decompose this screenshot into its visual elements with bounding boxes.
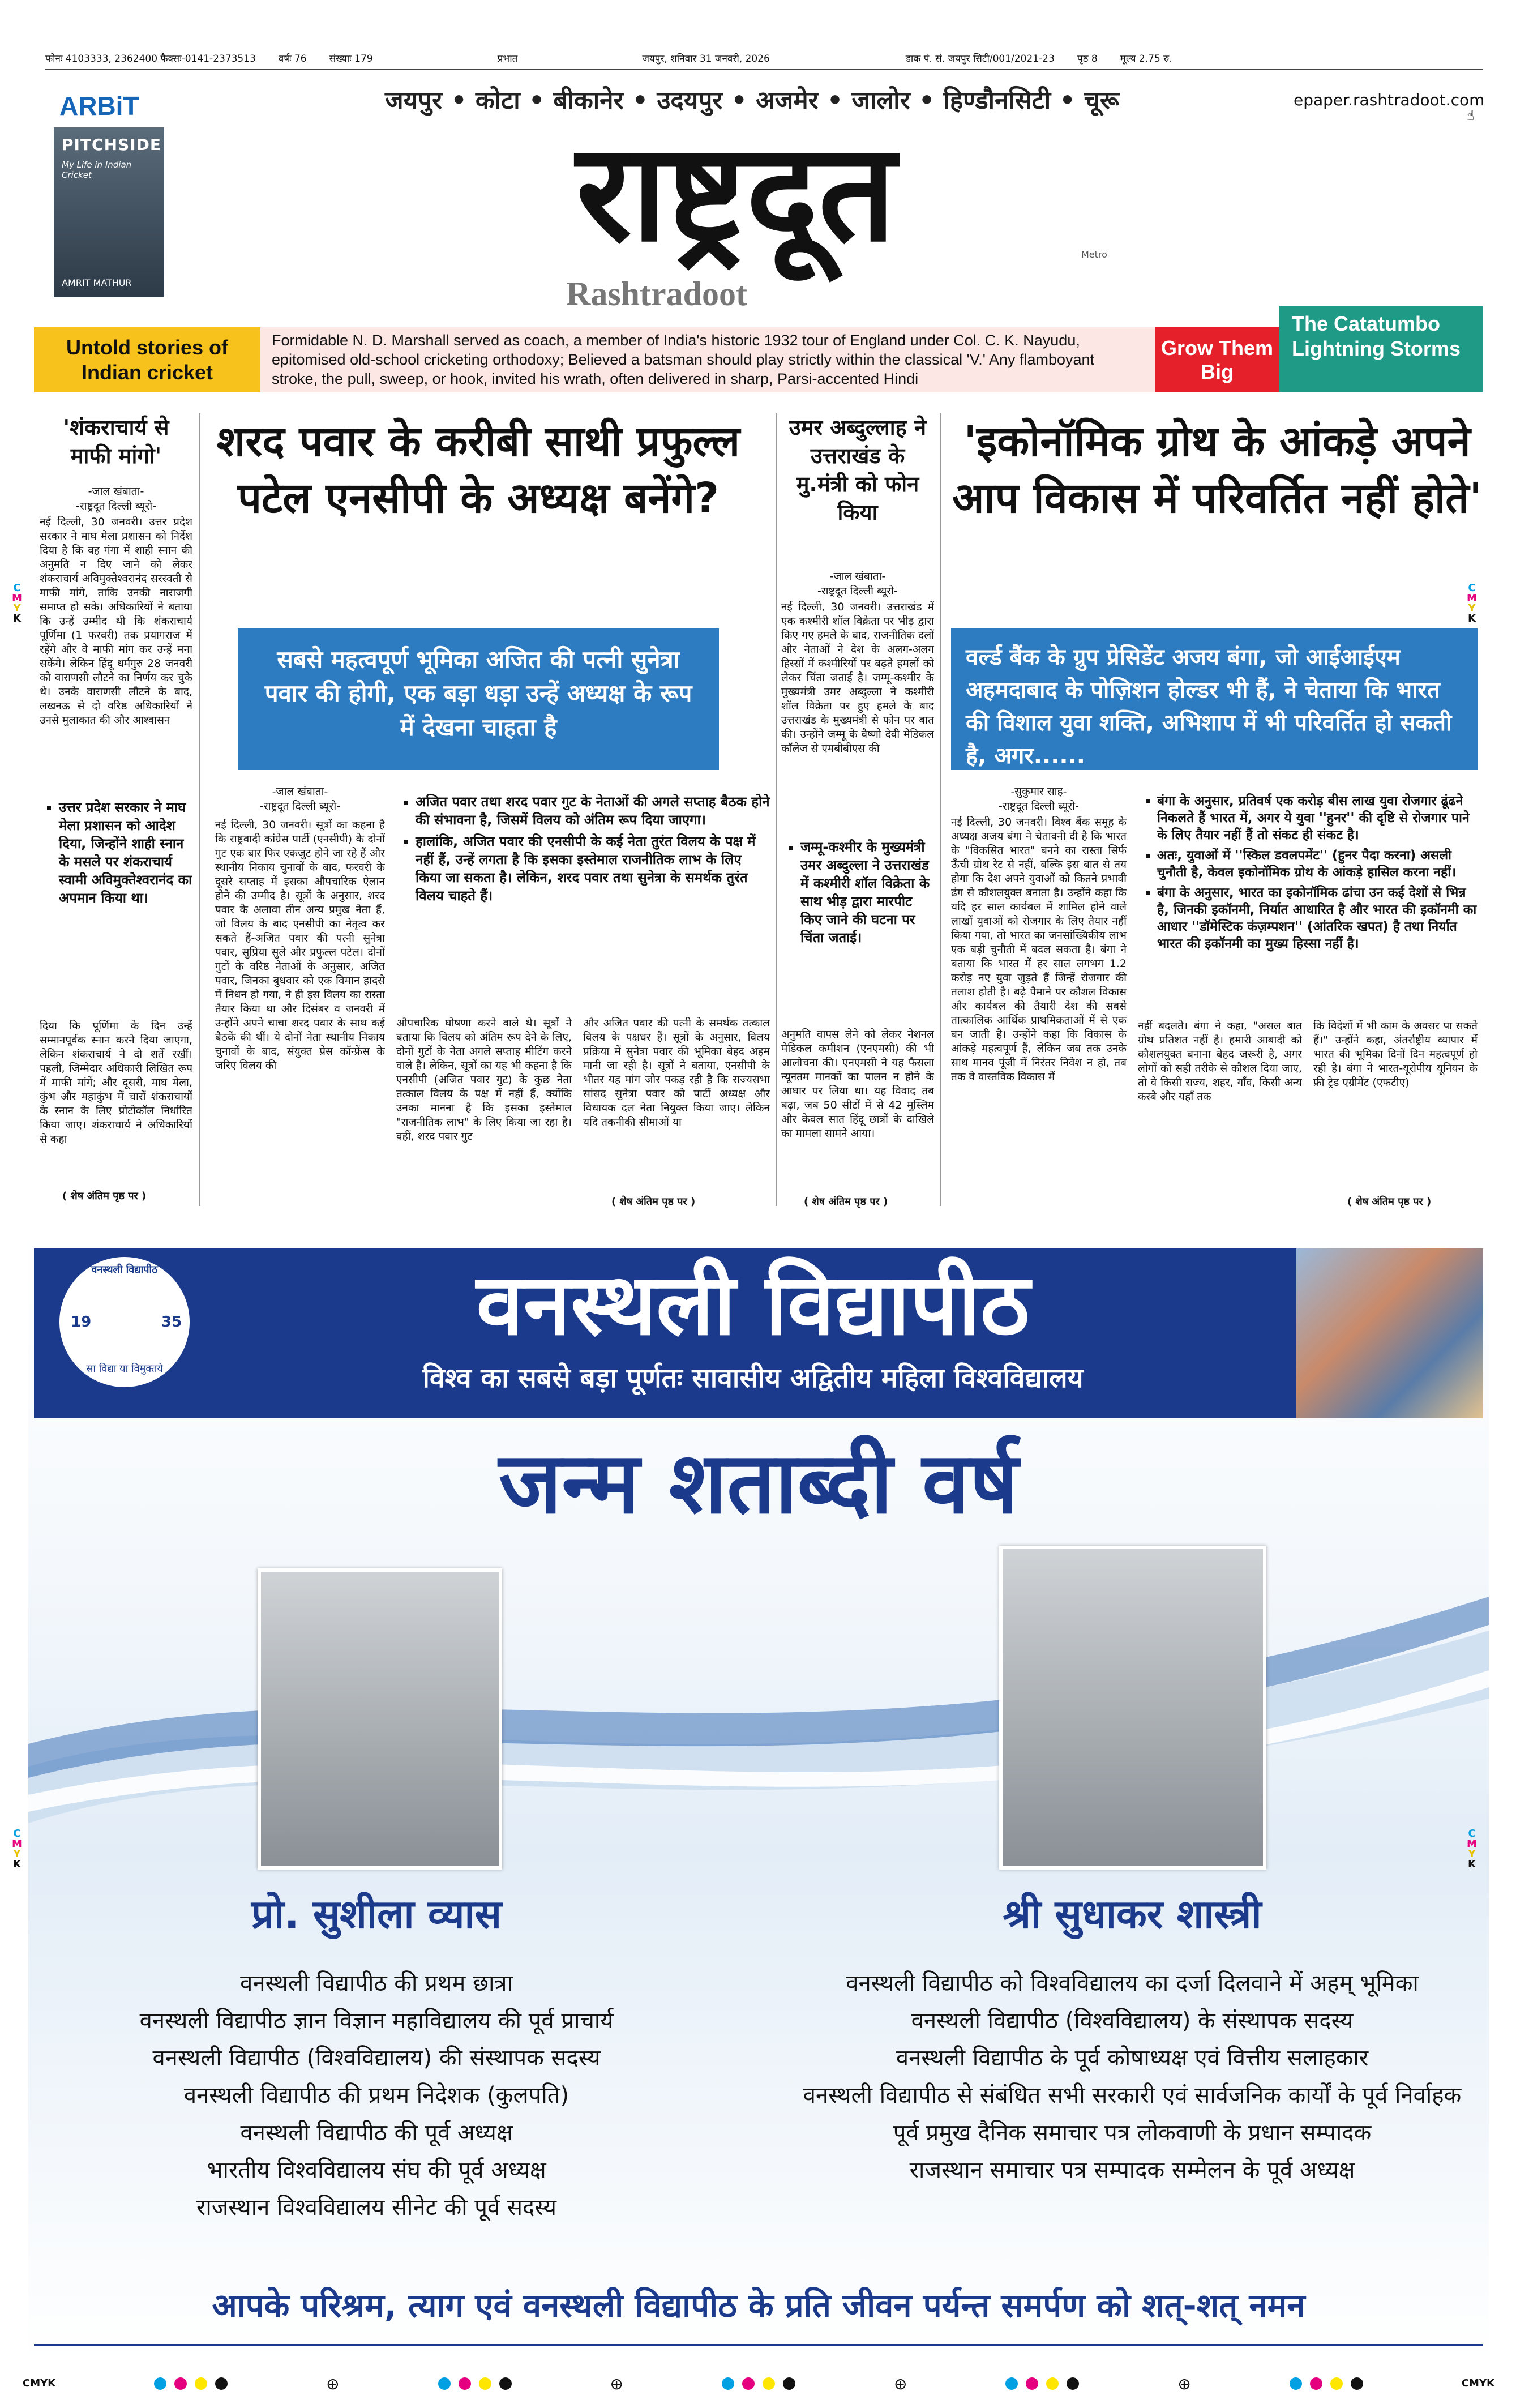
role-line: वनस्थली विद्यापीठ ज्ञान विज्ञान महाविद्यालय की पूर्व प्राचार्य [139, 2008, 614, 2034]
promo-excerpt: Formidable N. D. Marshall served as coach, a member of India's historic 1932 tour of England under Col. C. K. Nayudu, epitomised old-school cricketing orthodoxy; Believed a batsman should play strictly within the classical 'V.' Any flamboyant stroke, the pull, sweep, or hook, invited his wrath, often delivered in sharp, Parsi-accented Hindi [260, 327, 1155, 392]
cmyk-k: K [1468, 613, 1476, 625]
contact-phone: फोनः 4103333, 2362400 फैक्सः-0141-2373513 [45, 53, 256, 65]
cmyk-y: Y [1468, 1848, 1476, 1860]
cmyk-marker-right-lower [1466, 1829, 1478, 1870]
role-line: वनस्थली विद्यापीठ के पूर्व कोषाध्यक्ष एवं वित्तीय सलाहकार [896, 2045, 1369, 2071]
yellow-dot [195, 2377, 207, 2390]
pawar-headline: शरद पवार के करीबी साथी प्रफुल्ल पटेल एनसीपी के अध्यक्ष बनेंगे? [216, 417, 740, 523]
registration-strip [23, 2372, 1494, 2395]
banga-column-3: कि विदेशों में भी काम के अवसर पा सकते हैं।" उन्होंने कहा, अंतर्राष्ट्रीय व्यापार में भारत की भूमिका दिनों दिन महत्वपूर्ण हो रही है। बंगा ने भारत-यूरोपीय यूनियन के फ्री ट्रेड एग्रीमेंट (एफटीए) [1313, 1020, 1478, 1089]
color-bar [154, 2377, 228, 2390]
shankaracharya-body-1: नई दिल्ली, 30 जनवरी। उत्तर प्रदेश सरकार ने माघ मेला प्रशासन को निर्देश दिया है कि वह गंगा में शाही स्नान की अनुमति न दिए जाने को लेकर शंकराचार्य अविमुक्तेश्वरानंद सरस्वती से माफी मांगे, ताकि उनकी नाराजगी समाप्त हो सके। अधिकारियों ने बताया कि उन्हें उम्मीद थी कि शंकराचार्य पूर्णिमा (1 फरवरी) तक प्रयागराज में रहेंगे और वे माफी मांग कर उन्हें मना सकेंगे। लेकिन हिंदू धर्मगुरु 28 जनवरी को वाराणसी लौटने का निर्णय कर चुके थे। उनके वाराणसी लौटने के बाद, लखनऊ से दो वरिष्ठ अधिकारियों ने उनसे मुलाकात की और आश्वासन [40, 516, 192, 726]
omar-headline: उमर अब्दुल्लाह ने उत्तराखंड के मु.मंत्री को फोन किया [789, 415, 927, 525]
grow-them-big-promo[interactable]: Grow Them Big [1155, 327, 1279, 392]
byline-bureau: -राष्ट्रदूत दिल्ली ब्यूरो- [817, 585, 898, 597]
roman-logo: Rashtradoot [566, 275, 748, 313]
cmyk-k: K [1468, 1858, 1476, 1870]
cyan-dot [722, 2377, 734, 2390]
promo-caption: Untold stories of Indian cricket [34, 327, 260, 392]
registration-mark-icon: ⊕ [326, 2374, 340, 2393]
keypoint-item: ▪ हालांकि, अजित पवार की एनसीपी के कई नेता तुरंत विलय के पक्ष में नहीं हैं, उन्हें लगता है कि इसका इस्तेमाल राजनीतिक लाभ के लिए किया जा सकता है। लेकिन, शरद पवार तथा सुनेत्रा के समर्थक तुरंत विलय चाहते हैं। [416, 832, 770, 905]
newspaper-logo: राष्ट्रदूत [576, 113, 896, 272]
registration-mark-icon: ⊕ [610, 2374, 623, 2393]
postal-registration: डाक पं. सं. जयपुर सिटी/001/2021-23 [905, 53, 1055, 65]
shankaracharya-body-2: दिया कि पूर्णिमा के दिन उन्हें सम्मानपूर्वक स्नान करने दिया जाएगा, लेकिन शंकराचार्य ने दो शर्तें रखीं। पहली, जिम्मेदार अधिकारी लिखित रूप में माफी मांगें; और दूसरी, माघ मेला, कुंभ और महाकुंभ में चारों शंकराचार्यों के स्नान के लिए प्रोटोकॉल निर्धारित किया जाए। शंकराचार्य ने अधिकारियों से कहा [40, 1020, 192, 1145]
banga-column-1: नई दिल्ली, 30 जनवरी। विश्व बैंक समूह के अध्यक्ष अजय बंगा ने चेतावनी दी है कि भारत के "विकसित भारत" बनने का रास्ता सिर्फ ऊँची ग्रोथ रेट से नहीं, बल्कि इस बात से तय होगा कि देश अपने युवाओं को कितने प्रभावी ढंग से कौशलयुक्त बनाता है। उन्होंने कहा कि यदि हर साल कार्यबल में शामिल होने वाले लाखों युवाओं को रोजगार के लिए तैयार नहीं किया गया, तो भारत का जनसांख्यिकीय लाभ एक बड़ी चुनौती में बदल सकता है। बंगा ने बताया कि भारत में हर साल लगभग 1.2 करोड़ नए युवा जुड़ते हैं जिन्हें रोजगार की तलाश होती है। बढ़े पैमाने पर कौशल विकास और कार्यबल की तैयारी देश की सबसे तात्कालिक आर्थिक प्राथमिकताओं में से एक बन जाती है। उन्होंने कहा कि विकास के आंकड़े महत्वपूर्ण हैं, लेकिन जब तक उनके साथ मानव पूंजी में निरंतर निवेश न हो, तब तक वे वास्तविक विकास में [951, 816, 1127, 1083]
magenta-dot [742, 2377, 755, 2390]
role-line: वनस्थली विद्यापीठ की प्रथम छात्रा [240, 1970, 513, 1996]
book-title: PITCHSIDE [62, 135, 161, 154]
keypoint-item: ▪ उत्तर प्रदेश सरकार ने माघ मेला प्रशासन को आदेश दिया, जिन्होंने शाही स्नान के मसले पर शंकराचार्य स्वामी अविमुक्तेश्वरानंद का अपमान किया था। [59, 798, 192, 907]
cmyk-label-right: CMYK [1461, 2377, 1494, 2389]
role-line: वनस्थली विद्यापीठ (विश्वविद्यालय) की संस्थापक सदस्य [152, 2045, 601, 2071]
ad-bottom-rule [34, 2344, 1483, 2346]
keypoint-item: ▪ अतः, युवाओं में ''स्किल डवलपमेंट'' (हुनर पैदा करना) असली चुनौती है, केवल इकोनॉमिक ग्रोथ के आंकड़े हासिल करना नहीं। [1157, 847, 1478, 881]
cmyk-k: K [13, 1858, 21, 1870]
shankaracharya-headline: 'शंकराचार्य से माफी मांगो' [63, 415, 169, 468]
pawar-byline [215, 784, 385, 814]
yellow-dot [763, 2377, 775, 2390]
color-bar [1005, 2377, 1079, 2390]
black-dot [499, 2377, 512, 2390]
column-rule [940, 413, 941, 1206]
banga-deck: वर्ल्ड बैंक के ग्रुप प्रेसिडेंट अजय बंगा, जो आईआईएम अहमदाबाद के पोज़िशन होल्डर भी हैं, ने चेताया कि भारत की विशाल युवा शक्ति, अभिशाप में भी परिवर्तित हो सकती है, अगर...... [951, 628, 1478, 770]
book-author: AMRIT MATHUR [62, 277, 132, 288]
cyan-dot [1290, 2377, 1302, 2390]
color-bar [722, 2377, 795, 2390]
edition-label: प्रभात [497, 53, 518, 65]
cmyk-label-left: CMYK [23, 2377, 56, 2389]
cmyk-marker-left-lower [11, 1829, 23, 1870]
arbit-brand: ARBiT [59, 91, 139, 121]
catatumbo-promo[interactable]: The Catatumbo Lightning Storms [1279, 306, 1483, 392]
portrait-sushila-vyas [258, 1568, 502, 1870]
edition-cities: जयपुर • कोटा • बीकानेर • उदयपुर • अजमेर • जालोर • हिण्डौनसिटी • चूरू [385, 86, 1120, 115]
keypoint-item: ▪ जम्मू-कश्मीर के मुख्यमंत्री उमर अब्दुल्ला ने उत्तराखंड में कश्मीरी शॉल विक्रेता के साथ भीड़ द्वारा मारपीट किए जाने की घटना पर चिंता जताई। [800, 838, 934, 947]
magenta-dot [1310, 2377, 1322, 2390]
role-line: वनस्थली विद्यापीठ की प्रथम निदेशक (कुलपति) [183, 2082, 569, 2108]
cmyk-marker-left [11, 583, 23, 624]
yellow-dot [1330, 2377, 1343, 2390]
pointer-cursor-icon: ☝ [1466, 108, 1475, 123]
decorative-swoosh [28, 1529, 1489, 1868]
cyan-dot [154, 2377, 166, 2390]
black-dot [783, 2377, 795, 2390]
banga-byline [951, 784, 1127, 814]
column-rule [776, 413, 777, 1206]
role-line: वनस्थली विद्यापीठ को विश्वविद्यालय का दर्जा दिलवाने में अहम् भूमिका [846, 1970, 1419, 1996]
omar-continued: ( शेष अंतिम पृष्ठ पर ) [804, 1196, 888, 1208]
banga-headline: 'इकोनॉमिक ग्रोथ के आंकड़े अपने आप विकास में परिवर्तित नहीं होते' [952, 417, 1482, 523]
cmyk-y: Y [13, 602, 21, 614]
yellow-dot [479, 2377, 491, 2390]
person-name-sudhakar-shastri: श्री सुधाकर शास्त्री [1003, 1891, 1262, 1937]
ad-subtitle: विश्व का सबसे बड़ा पूर्णतः सावासीय अद्वितीय महिला विश्वविद्यालय [422, 1362, 1084, 1394]
magenta-dot [459, 2377, 471, 2390]
seal-year-left: 19 [71, 1314, 92, 1331]
color-bar [438, 2377, 512, 2390]
cyan-dot [438, 2377, 451, 2390]
portrait-sudhakar-shastri [999, 1546, 1266, 1870]
cmyk-c: C [13, 582, 21, 594]
shankaracharya-keypoint [40, 798, 192, 1013]
seal-year-right: 35 [161, 1314, 182, 1331]
cmyk-m: M [12, 1838, 22, 1850]
pawar-column-3: और अजित पवार की पत्नी के समर्थक तत्काल विलय के पक्षधर हैं। सूत्रों के अनुसार, विलय प्रक्रिया में सुनेत्रा पवार की भूमिका बेहद अहम मानी जा रही है। सूत्रों ने बताया, एनसीपी के भीतर यह मांग जोर पकड़ रही है कि राज्यसभा सांसद सुनेत्रा पवार को पार्टी अध्यक्ष और विधायक दल नेता नियुक्त किया जाए। लेकिन यदि तकनीकी सीमाओं या [583, 1017, 770, 1128]
cmyk-k: K [13, 613, 21, 625]
byline-author: -जाल खंबाता- [272, 785, 328, 798]
omar-keypoint [781, 838, 934, 1025]
cmyk-y: Y [13, 1848, 21, 1860]
cmyk-y: Y [1468, 602, 1476, 614]
byline-bureau: -राष्ट्रदूत दिल्ली ब्यूरो- [999, 800, 1079, 812]
role-line: भारतीय विश्वविद्यालय संघ की पूर्व अध्यक्ष [207, 2157, 546, 2183]
yellow-dot [1046, 2377, 1059, 2390]
omar-body-2: अनुमति वापस लेने को लेकर नेशनल मेडिकल कमीशन (एनएमसी) की भी आलोचना की। एनएमसी ने यह फैसला न्यूनतम मानकों का पालन न होने के आधार पर लिया था। यह विवाद तब बढ़ा, जब 50 सीटों में से 42 मुस्लिम और केवल सात हिंदू छात्रों के दाखिले का मामला सामने आया। [781, 1028, 934, 1140]
magenta-dot [174, 2377, 187, 2390]
book-cover [54, 127, 164, 297]
shankaracharya-continued: ( शेष अंतिम पृष्ठ पर ) [62, 1190, 147, 1202]
role-line: पूर्व प्रमुख दैनिक समाचार पत्र लोकवाणी के प्रधान सम्पादक [893, 2120, 1372, 2146]
pawar-continued: ( शेष अंतिम पृष्ठ पर ) [611, 1196, 696, 1208]
metro-label: Metro [1081, 249, 1107, 260]
black-dot [1067, 2377, 1079, 2390]
roles-sushila-vyas [102, 1965, 651, 2226]
banga-continued: ( शेष अंतिम पृष्ठ पर ) [1347, 1196, 1432, 1208]
seal-motto: सा विद्या या विमुक्तये [86, 1363, 163, 1375]
cmyk-m: M [1467, 592, 1477, 604]
role-line: वनस्थली विद्यापीठ (विश्वविद्यालय) के संस्थापक सदस्य [911, 2008, 1354, 2034]
color-bar [1290, 2377, 1363, 2390]
registration-mark-icon: ⊕ [1177, 2374, 1191, 2393]
role-line: वनस्थली विद्यापीठ से संबंधित सभी सरकारी एवं सार्वजनिक कार्यों के पूर्व निर्वाहक [803, 2082, 1462, 2108]
magenta-dot [1026, 2377, 1038, 2390]
role-line: राजस्थान विश्वविद्यालय सीनेट की पूर्व सदस्य [196, 2195, 556, 2221]
role-line: राजस्थान समाचार पत्र सम्पादक सम्मेलन के पूर्व अध्यक्ष [909, 2157, 1355, 2183]
black-dot [1351, 2377, 1363, 2390]
book-subtitle: My Life in Indian Cricket [62, 160, 132, 180]
page-number: पृष्ठ 8 [1077, 53, 1098, 65]
cyan-dot [1005, 2377, 1018, 2390]
byline-author: -जाल खंबाता- [829, 570, 886, 583]
byline-bureau: -राष्ट्रदूत दिल्ली ब्यूरो- [76, 500, 156, 512]
byline-bureau: -राष्ट्रदूत दिल्ली ब्यूरो- [260, 800, 340, 812]
keypoint-item: ▪ बंगा के अनुसार, प्रतिवर्ष एक करोड़ बीस लाख युवा रोजगार ढूंढने निकलते हैं भारत में, अगर ये युवा ''हुनर'' की दृष्टि से रोजगार पाने के लिए तैयार नहीं हैं तो संकट ही संकट है। [1157, 793, 1478, 844]
omar-byline [781, 569, 934, 598]
epaper-link[interactable]: epaper.rashtradoot.com [1294, 91, 1485, 109]
seal-title: वनस्थली विद्यापीठ [91, 1264, 158, 1276]
column-rule [199, 413, 200, 1206]
cmyk-c: C [13, 1828, 21, 1840]
cmyk-marker-right [1466, 583, 1478, 624]
volume-year: वर्षः 76 [278, 53, 307, 65]
tribute-line: आपके परिश्रम, त्याग एवं वनस्थली विद्यापीठ के प्रति जीवन पर्यन्त समर्पण को शत्-शत् नमन [212, 2286, 1305, 2325]
pawar-keypoints [396, 793, 770, 1013]
banga-column-2: नहीं बदलते। बंगा ने कहा, "असल बात ग्रोथ प्रतिशत नहीं है। हमारी आबादी को कौशलयुक्त बनाना बेहद जरूरी है, अगर लोगों को सही तरीके से कौशल दिया जाए, तो वे किसी राज्य, शहर, गाँव, किसी अन्य कस्बे और यहाँ तक [1138, 1020, 1302, 1103]
top-info-strip [45, 46, 1483, 70]
cmyk-m: M [1467, 1838, 1477, 1850]
cmyk-c: C [1468, 1828, 1476, 1840]
ad-title: वनस्थली विद्यापीठ [476, 1256, 1030, 1354]
cmyk-c: C [1468, 582, 1476, 594]
pawar-column-2: औपचारिक घोषणा करने वाले थे। सूत्रों ने बताया कि विलय को अंतिम रूप देने के लिए, दोनों गुटों के नेता अगले सप्ताह मीटिंग करने वाले हैं। लेकिन, सूत्रों का यह भी कहना है कि एनसीपी (अजित पवार गुट) के कुछ नेता तत्काल विलय के पक्ष में नहीं हैं, क्योंकि उनका मानना है कि इसका इस्तेमाल "राजनीतिक लाभ" के लिए किया जा रहा है। वहीं, शरद पवार गुट [396, 1017, 572, 1143]
keypoint-item: ▪ बंगा के अनुसार, भारत का इकोनॉमिक ढांचा उन कई देशों से भिन्न है, जिनकी इकॉनमी, निर्यात आधारित है और भारत की इकॉनमी का आधार ''डॉमेस्टिक कंज़म्पशन'' (आंतरिक खपत) है तथा निर्यात भारत की इकॉनमी का मुख्य हिस्सा नहीं है। [1157, 884, 1478, 952]
issue-number: संख्याः 179 [329, 53, 373, 65]
registration-mark-icon: ⊕ [893, 2374, 907, 2393]
pawar-deck: सबसे महत्वपूर्ण भूमिका अजित की पत्नी सुनेत्रा पवार की होगी, एक बड़ा धड़ा उन्हें अध्यक्ष के रूप में देखना चाहता है [238, 628, 719, 770]
banga-keypoints [1138, 793, 1478, 1016]
centenary-heading: जन्म शताब्दी वर्ष [498, 1434, 1019, 1533]
byline-author: -जाल खंबाता- [88, 485, 144, 498]
roles-sudhakar-shastri [764, 1965, 1500, 2189]
byline-author: -सुकुमार साह- [1010, 785, 1067, 798]
keypoint-item: ▪ अजित पवार तथा शरद पवार गुट के नेताओं की अगले सप्ताह बैठक होने की संभावना है, जिसमें विलय को अंतिम रूप दिया जाएगा। [416, 793, 770, 829]
person-name-sushila-vyas: प्रो. सुशीला व्यास [251, 1891, 502, 1937]
shankaracharya-byline [40, 484, 192, 514]
campus-collage-image [1296, 1248, 1483, 1418]
black-dot [215, 2377, 228, 2390]
pawar-column-1: नई दिल्ली, 30 जनवरी। सूत्रों का कहना है कि राष्ट्रवादी कांग्रेस पार्टी (एनसीपी) के दोनों गुट एक बार फिर एकजुट होने जा रहे हैं और स्थानीय निकाय चुनावों के बाद, फरवरी के दूसरे सप्ताह में इसका औपचारिक ऐलान होने की उम्मीद है। सूत्रों के अनुसार, शरद पवार के अलावा तीन अन्य प्रमुख नेता हैं, जो विलय के बाद एनसीपी का नेतृत्व कर सकते हैं-अजित पवार की पत्नी सुनेत्रा पवार, सुप्रिया सुले और प्रफुल्ल पटेल। दोनों गुटों के वरिष्ठ नेताओं के अनुसार, अजित पवार, जिनका बुधवार को एक विमान हादसे में निधन हो गया, ने ही इस विलय का रास्ता तैयार किया था और दिसंबर व जनवरी में उन्होंने अपने चाचा शरद पवार के साथ कई बैठकें की थीं। ये दोनों नेता स्थानीय निकाय चुनावों के बाद, संयुक्त प्रेस कॉन्फ्रेंस के जरिए विलय की [215, 819, 385, 1072]
role-line: वनस्थली विद्यापीठ की पूर्व अध्यक्ष [240, 2120, 513, 2146]
omar-body-1: नई दिल्ली, 30 जनवरी। उत्तराखंड में एक कश्मीरी शॉल विक्रेता पर भीड़ द्वारा किए गए हमले के बाद, राजनीतिक दलों और नेताओं ने देश के अलग-अलग हिस्सों में कश्मीरियों पर बढ़ते हमलों को लेकर चिंता जताई है। जम्मू-कश्मीर के मुख्यमंत्री उमर अब्दुल्ला ने कश्मीरी शॉल विक्रेता पर हुए हमले के बाद उत्तराखंड के मुख्यमंत्री से फोन पर बात की। उन्होंने जम्मू के वैष्णो देवी मेडिकल कॉलेज से एमबीबीएस की [781, 601, 934, 755]
cmyk-m: M [12, 592, 22, 604]
dateline: जयपुर, शनिवार 31 जनवरी, 2026 [642, 53, 770, 65]
price: मूल्य 2.75 रु. [1120, 53, 1172, 65]
